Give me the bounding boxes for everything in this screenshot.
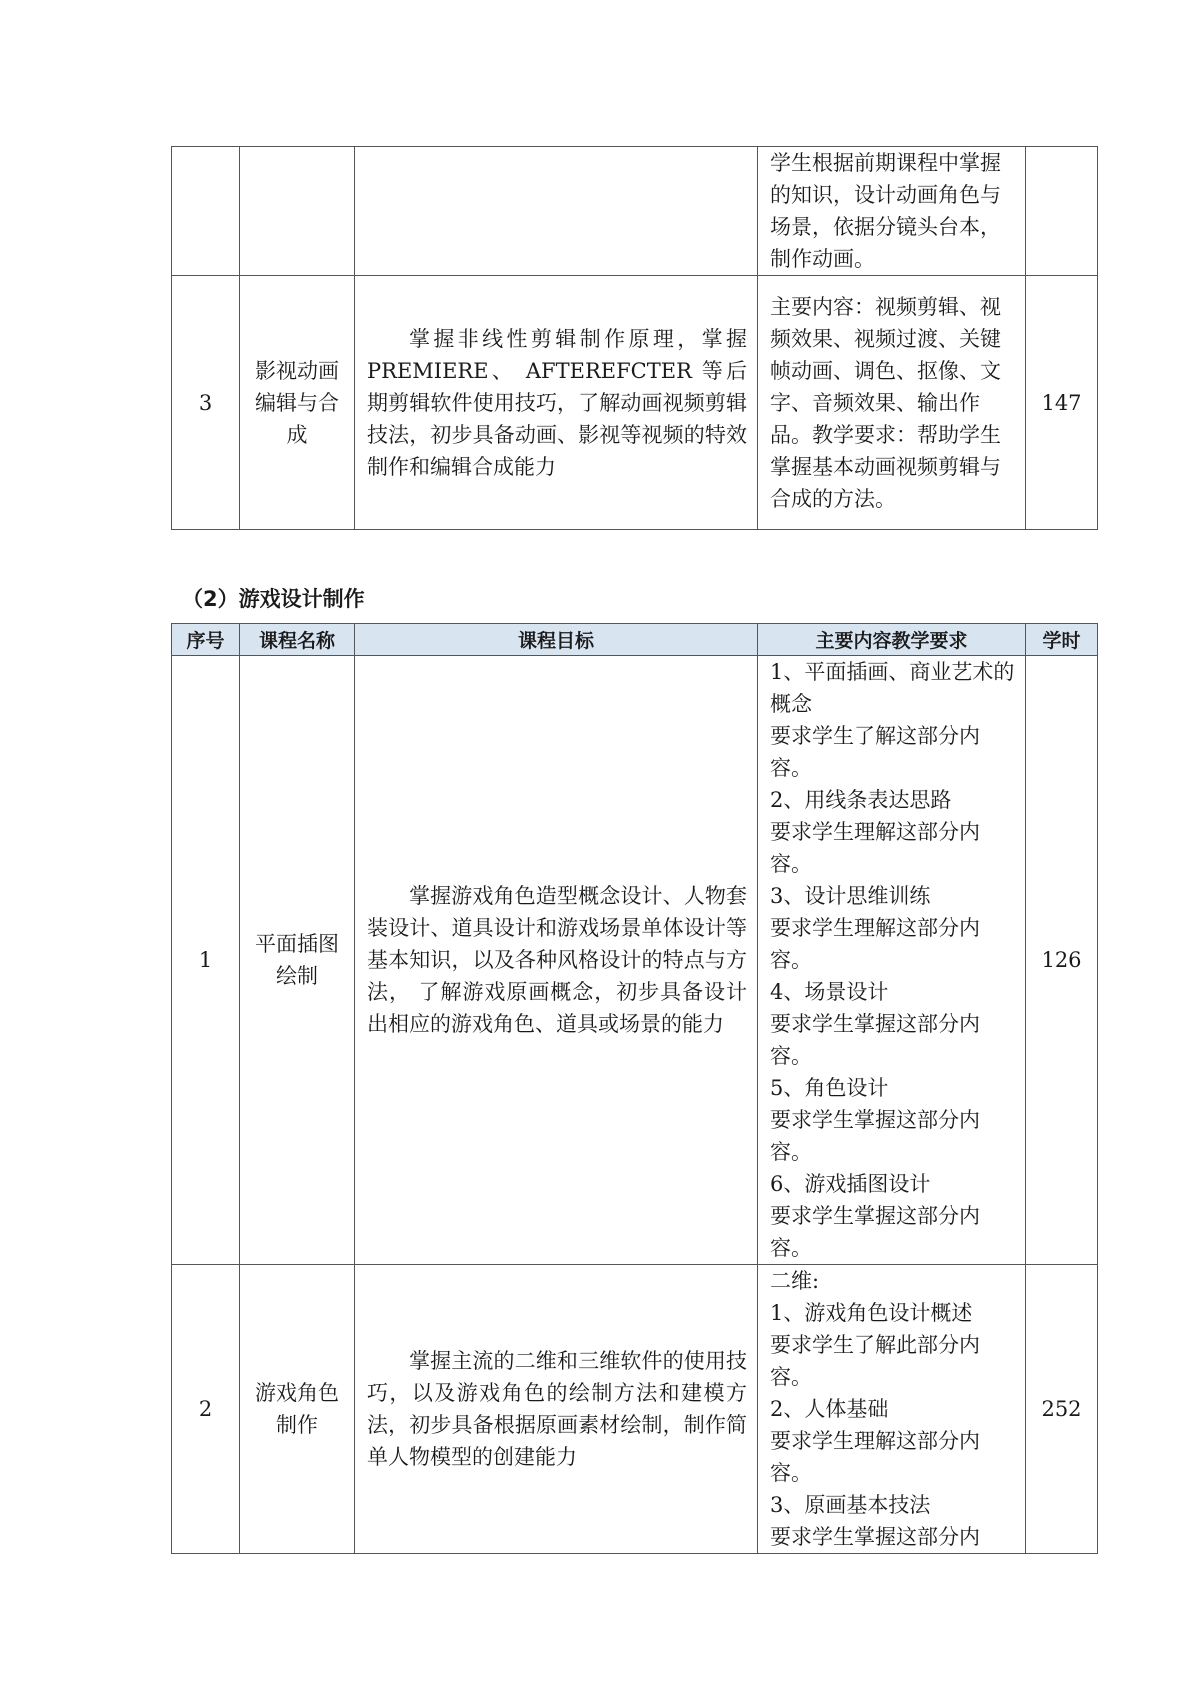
course-hours: 147 <box>1026 276 1098 530</box>
content-line: 2、用线条表达思路 <box>770 788 952 812</box>
content-line: 要求学生理解这部分内容。 <box>770 916 980 972</box>
content-line: 1、平面插画、商业艺术的概念 <box>770 660 1015 716</box>
header-content: 主要内容教学要求 <box>758 624 1026 656</box>
course-goal <box>355 276 758 530</box>
content-line: 要求学生掌握这部分内容。 <box>770 1204 980 1260</box>
content-line: 要求学生了解此部分内容。 <box>770 1333 980 1389</box>
course-name: 影视动画编辑与合成 <box>240 276 355 530</box>
header-hours: 学时 <box>1026 624 1098 656</box>
content-line: 要求学生掌握这部分内容。 <box>770 1108 980 1164</box>
content-line: 要求学生理解这部分内容。 <box>770 820 980 876</box>
content-line: 要求学生了解这部分内容。 <box>770 724 980 780</box>
header-course-name: 课程名称 <box>240 624 355 656</box>
course-name: 游戏角色制作 <box>240 1265 355 1554</box>
header-number: 序号 <box>172 624 240 656</box>
course-goal-text: 掌握游戏角色造型概念设计、人物套装设计、道具设计和游戏场景单体设计等基本知识，以及各种风格设计的特点与方法， 了解游戏原画概念，初步具备设计出相应的游戏角色、道具或场景的能力 <box>367 884 747 1036</box>
course-content: 主要内容：视频剪辑、视频效果、视频过渡、关键帧动画、调色、抠像、文字、音频效果、输出作品。教学要求：帮助学生掌握基本动画视频剪辑与合成的方法。 <box>758 276 1026 530</box>
course-hours <box>1026 147 1098 276</box>
content-line: 2、人体基础 <box>770 1397 889 1421</box>
row-number <box>172 147 240 276</box>
course-hours: 126 <box>1026 656 1098 1265</box>
content-line: 要求学生掌握这部分内 <box>770 1525 980 1549</box>
table-row <box>172 147 1098 276</box>
game-design-course-table <box>171 623 1098 1554</box>
content-line: 5、角色设计 <box>770 1076 889 1100</box>
content-line: 二维: <box>770 1269 820 1293</box>
course-goal-text: 掌握非线性剪辑制作原理，掌握PREMIERE、 AFTEREFCTER 等后期剪辑软件使用技巧，了解动画视频剪辑技法，初步具备动画、影视等视频的特效制作和编辑合成能力 <box>367 326 747 479</box>
table-row <box>172 276 1098 530</box>
course-content: 学生根据前期课程中掌握的知识，设计动画角色与场景，依据分镜头台本，制作动画。 <box>758 147 1026 276</box>
course-table-continued <box>171 146 1098 530</box>
course-goal <box>355 147 758 276</box>
row-number: 3 <box>172 276 240 530</box>
content-line: 要求学生理解这部分内容。 <box>770 1429 980 1485</box>
course-goal <box>355 656 758 1265</box>
section-title: （2）游戏设计制作 <box>182 587 365 611</box>
course-name: 平面插图绘制 <box>240 656 355 1265</box>
header-course-goal: 课程目标 <box>355 624 758 656</box>
row-number: 2 <box>172 1265 240 1554</box>
content-line: 3、设计思维训练 <box>770 884 931 908</box>
content-line: 1、游戏角色设计概述 <box>770 1301 973 1325</box>
table-row <box>172 1265 1098 1554</box>
content-line: 4、场景设计 <box>770 980 889 1004</box>
course-content <box>758 656 1026 1265</box>
content-line: 6、游戏插图设计 <box>770 1172 931 1196</box>
course-goal-text: 掌握主流的二维和三维软件的使用技巧，以及游戏角色的绘制方法和建模方法，初步具备根据原画素材绘制，制作简单人物模型的创建能力 <box>367 1349 747 1469</box>
content-line: 3、原画基本技法 <box>770 1493 931 1517</box>
course-hours: 252 <box>1026 1265 1098 1554</box>
content-line: 要求学生掌握这部分内容。 <box>770 1012 980 1068</box>
course-content <box>758 1265 1026 1554</box>
table-header-row <box>172 624 1098 656</box>
table-row <box>172 656 1098 1265</box>
course-name <box>240 147 355 276</box>
row-number: 1 <box>172 656 240 1265</box>
course-goal <box>355 1265 758 1554</box>
